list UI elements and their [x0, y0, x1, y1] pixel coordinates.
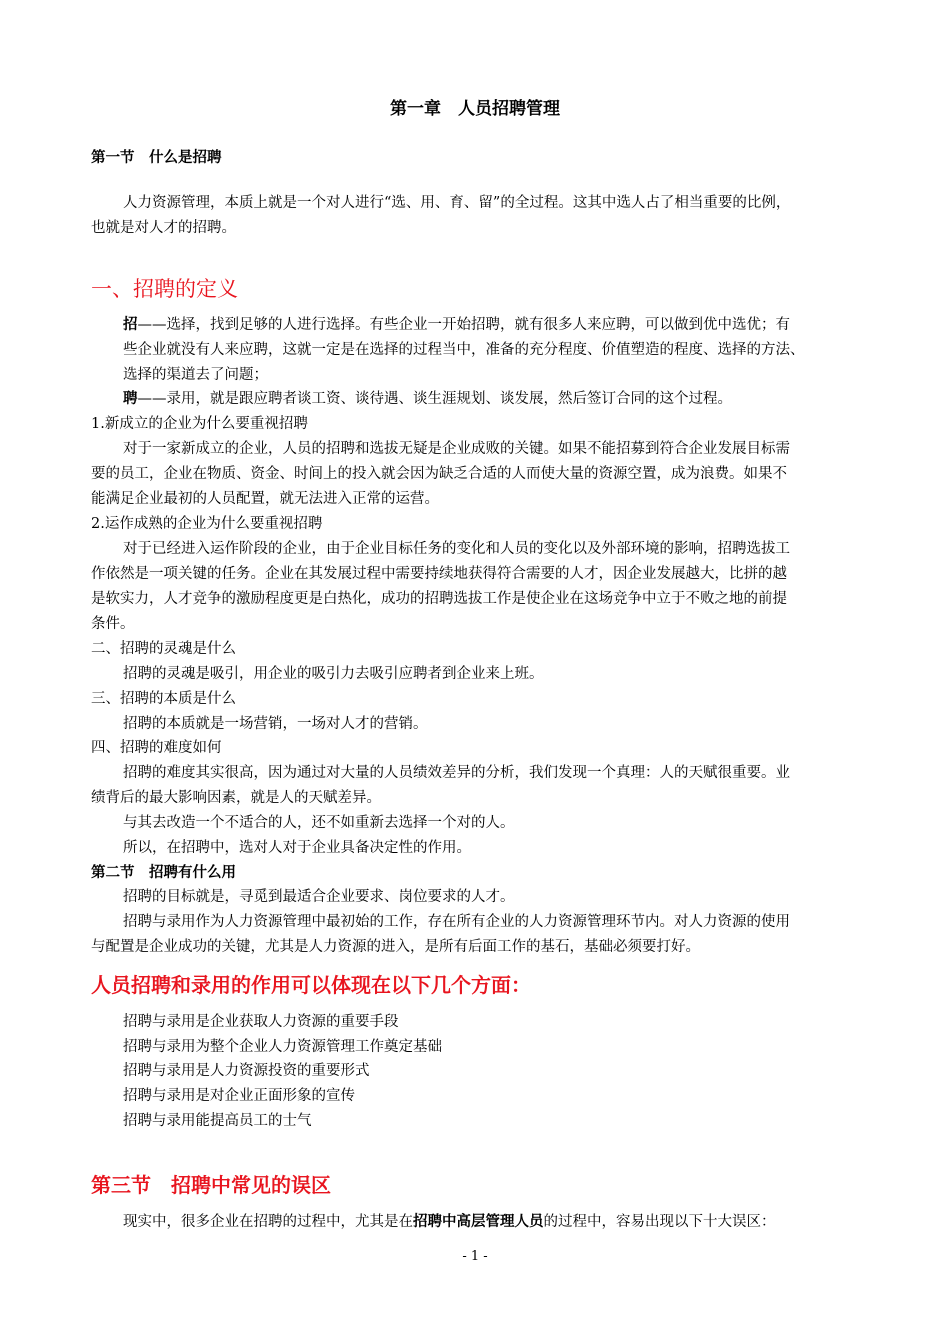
paragraph-line — [123, 388, 732, 410]
paragraph-line: 选择的渠道去了问题； — [123, 367, 268, 383]
definition-heading: 一、招聘的定义 — [91, 277, 238, 301]
paragraph-line: 绩背后的最大影响因素，就是人的天赋差异。 — [91, 790, 381, 806]
section-2-heading: 第二节 招聘有什么用 — [91, 865, 236, 881]
subheading: 1.新成立的企业为什么要重视招聘 — [91, 416, 308, 432]
subheading: 四、招聘的难度如何 — [91, 740, 222, 756]
list-item: 招聘与录用为整个企业人力资源管理工作奠定基础 — [123, 1039, 442, 1055]
paragraph-line: 招聘的难度其实很高，因为通过对大量的人员绩效差异的分析，我们发现一个真理：人的天赋很重要。业 — [123, 765, 790, 781]
functions-heading: 人员招聘和录用的作用可以体现在以下几个方面： — [91, 973, 531, 997]
paragraph-line — [123, 314, 790, 336]
list-item: 招聘与录用能提高员工的士气 — [123, 1113, 312, 1129]
paragraph-line: 招聘与录用作为人力资源管理中最初始的工作，存在所有企业的人力资源管理环节内。对人力资源的使用 — [123, 914, 790, 930]
line-text: 现实中，很多企业在招聘的过程中，尤其是在 — [123, 1214, 413, 1230]
paragraph-line: 对于一家新成立的企业，人员的招聘和选拔无疑是企业成败的关键。如果不能招募到符合企业发展目标需 — [123, 441, 790, 457]
subheading: 二、招聘的灵魂是什么 — [91, 641, 236, 657]
subheading: 2.运作成熟的企业为什么要重视招聘 — [91, 516, 323, 532]
paragraph-line: 招聘的目标就是，寻觅到最适合企业要求、岗位要求的人才。 — [123, 889, 515, 905]
paragraph-line: 条件。 — [91, 616, 135, 632]
paragraph-line: 所以，在招聘中，选对人对于企业具备决定性的作用。 — [123, 840, 471, 856]
line-text: 的过程中，容易出现以下十大误区： — [543, 1214, 776, 1230]
paragraph-line: 也就是对人才的招聘。 — [91, 220, 236, 236]
list-item: 招聘与录用是对企业正面形象的宣传 — [123, 1088, 355, 1104]
list-item: 招聘与录用是企业获取人力资源的重要手段 — [123, 1014, 399, 1030]
paragraph-line: 能满足企业最初的人员配置，就无法进入正常的运营。 — [91, 491, 439, 507]
paragraph-line: 与其去改造一个不适合的人，还不如重新去选择一个对的人。 — [123, 815, 515, 831]
paragraph-line: 与配置是企业成功的关键，尤其是人力资源的进入，是所有后面工作的基石，基础必须要打好。 — [91, 939, 700, 955]
list-item: 招聘与录用是人力资源投资的重要形式 — [123, 1063, 370, 1079]
paragraph-line: 对于已经进入运作阶段的企业，由于企业目标任务的变化和人员的变化以及外部环境的影响，招聘选拔工 — [123, 541, 790, 557]
paragraph-line: 些企业就没有人来应聘，这就一定是在选择的过程当中，准备的充分程度、价值塑造的程度、选择的方法、 — [123, 342, 805, 358]
paragraph-line — [123, 1211, 776, 1233]
paragraph-line: 是软实力，人才竞争的激励程度更是白热化，成功的招聘选拔工作是使企业在这场竞争中立于不败之地的前提 — [91, 591, 787, 607]
term-pin-text: ——录用，就是跟应聘者谈工资、谈待遇、谈生涯规划、谈发展，然后签订合同的这个过程。 — [137, 391, 732, 407]
paragraph-line: 人力资源管理，本质上就是一个对人进行“选、用、育、留”的全过程。这其中选人占了相当重要的比例， — [123, 195, 791, 211]
term-zhao-text: ——选择，找到足够的人进行选择。有些企业一开始招聘，就有很多人来应聘，可以做到优中选优；有 — [137, 317, 790, 333]
emphasis-text: 招聘中高层管理人员 — [413, 1214, 544, 1230]
term-pin: 聘 — [123, 391, 138, 407]
chapter-title: 第一章 人员招聘管理 — [390, 99, 560, 119]
section-3-heading: 第三节 招聘中常见的误区 — [91, 1173, 331, 1197]
paragraph-line: 招聘的灵魂是吸引，用企业的吸引力去吸引应聘者到企业来上班。 — [123, 666, 544, 682]
subheading: 三、招聘的本质是什么 — [91, 691, 236, 707]
paragraph-line: 要的员工，企业在物质、资金、时间上的投入就会因为缺乏合适的人而使大量的资源空置，成为浪费。如果不 — [91, 466, 787, 482]
section-1-heading: 第一节 什么是招聘 — [91, 150, 222, 166]
term-zhao: 招 — [123, 317, 138, 333]
paragraph-line: 作依然是一项关键的任务。企业在其发展过程中需要持续地获得符合需要的人才，因企业发展越大，比拼的越 — [91, 566, 787, 582]
paragraph-line: 招聘的本质就是一场营销，一场对人才的营销。 — [123, 716, 428, 732]
page-number: - 1 - — [462, 1249, 488, 1264]
